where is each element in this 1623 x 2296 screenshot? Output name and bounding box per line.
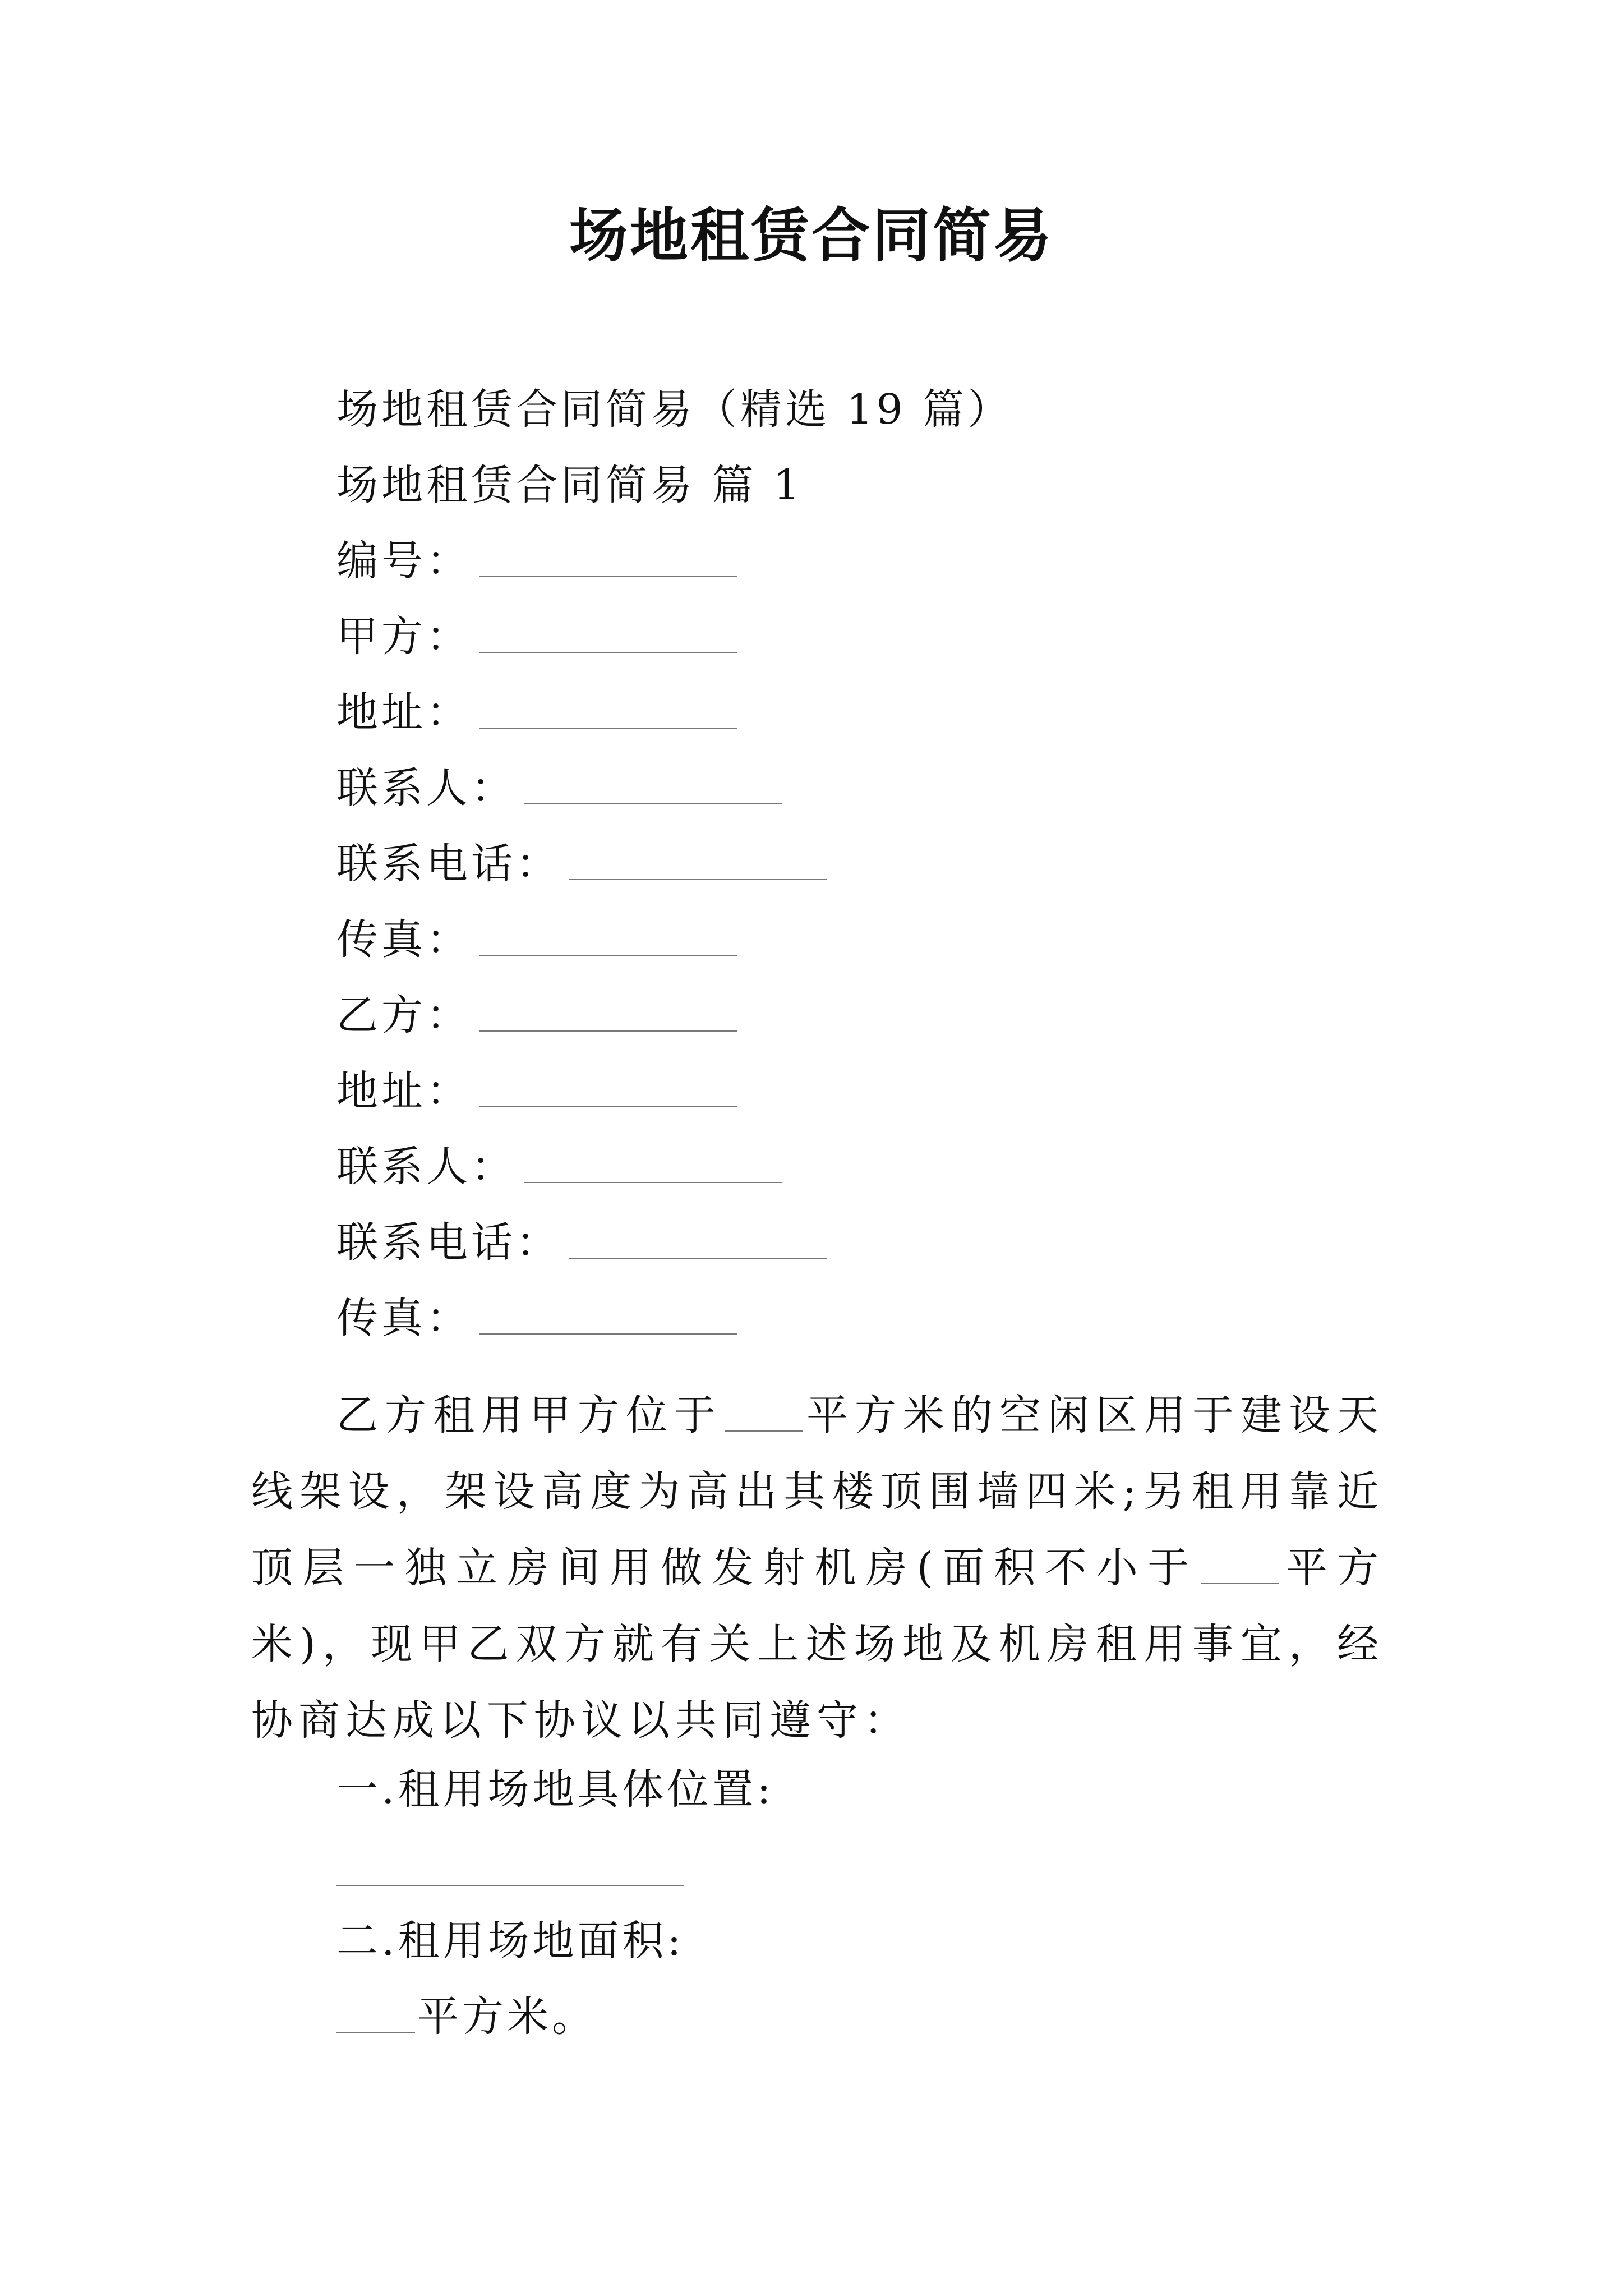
field-label: 联系电话： xyxy=(336,840,561,888)
blank-line xyxy=(479,1333,737,1335)
document-subtitle: 场地租赁合同简易（精选 19 篇） xyxy=(336,385,1013,434)
clause-2-unit: 平方米。 xyxy=(417,1993,597,2041)
field-label: 联系人： xyxy=(336,764,516,812)
field-label: 联系人： xyxy=(336,1143,516,1191)
field-label: 编号： xyxy=(336,537,471,585)
paragraph-text-3: 平方米)，现甲乙双方就有关上述场地及机房租用事宜，经协商达成以下协议以共同遵守： xyxy=(251,1544,1385,1745)
field-label: 地址： xyxy=(336,688,471,737)
field-party-a-contact xyxy=(336,760,782,816)
field-party-a-fax xyxy=(336,912,737,968)
clause-2-value xyxy=(336,1989,597,2045)
blank-line xyxy=(479,576,737,577)
field-party-a xyxy=(336,609,737,665)
field-party-b-address xyxy=(336,1063,737,1119)
field-label: 联系电话： xyxy=(336,1218,561,1267)
blank-line xyxy=(479,955,737,956)
blank-line xyxy=(1201,1583,1279,1584)
field-label: 甲方： xyxy=(336,613,471,661)
field-label: 乙方： xyxy=(336,991,471,1039)
blank-line xyxy=(479,1106,737,1107)
blank-line xyxy=(479,728,737,729)
field-party-b-fax xyxy=(336,1290,737,1346)
paragraph-text-1: 乙方租用甲方位于 xyxy=(336,1391,722,1439)
field-label: 传真： xyxy=(336,915,471,964)
field-party-a-phone xyxy=(336,836,827,892)
blank-line xyxy=(479,1030,737,1032)
blank-line xyxy=(524,803,782,804)
field-label: 地址： xyxy=(336,1067,471,1115)
section-heading: 场地租赁合同简易 篇 1 xyxy=(336,461,804,509)
clause-2-heading: 二.租用场地面积: xyxy=(336,1917,685,1965)
field-party-a-address xyxy=(336,684,737,740)
blank-line xyxy=(725,1430,803,1432)
body-paragraph xyxy=(251,1377,1384,1759)
paragraph-text-2: 平方米的空闲区用于建设天线架设，架设高度为高出其楼顶围墙四米;另租用靠近顶层一独立房间用做发射机房(面积不小于 xyxy=(251,1391,1384,1592)
field-party-b-phone xyxy=(336,1214,827,1271)
field-party-b-contact xyxy=(336,1139,782,1195)
document-title: 场地租赁合同简易 xyxy=(569,201,1054,270)
blank-line xyxy=(524,1182,782,1183)
field-label: 传真： xyxy=(336,1294,471,1342)
blank-line xyxy=(336,1885,684,1886)
field-party-b xyxy=(336,987,737,1043)
blank-line xyxy=(569,1258,827,1259)
clause-1-heading: 一.租用场地具体位置: xyxy=(336,1765,774,1814)
blank-line xyxy=(336,2032,415,2033)
blank-line xyxy=(479,652,737,653)
blank-line xyxy=(569,879,827,880)
field-number xyxy=(336,533,737,589)
